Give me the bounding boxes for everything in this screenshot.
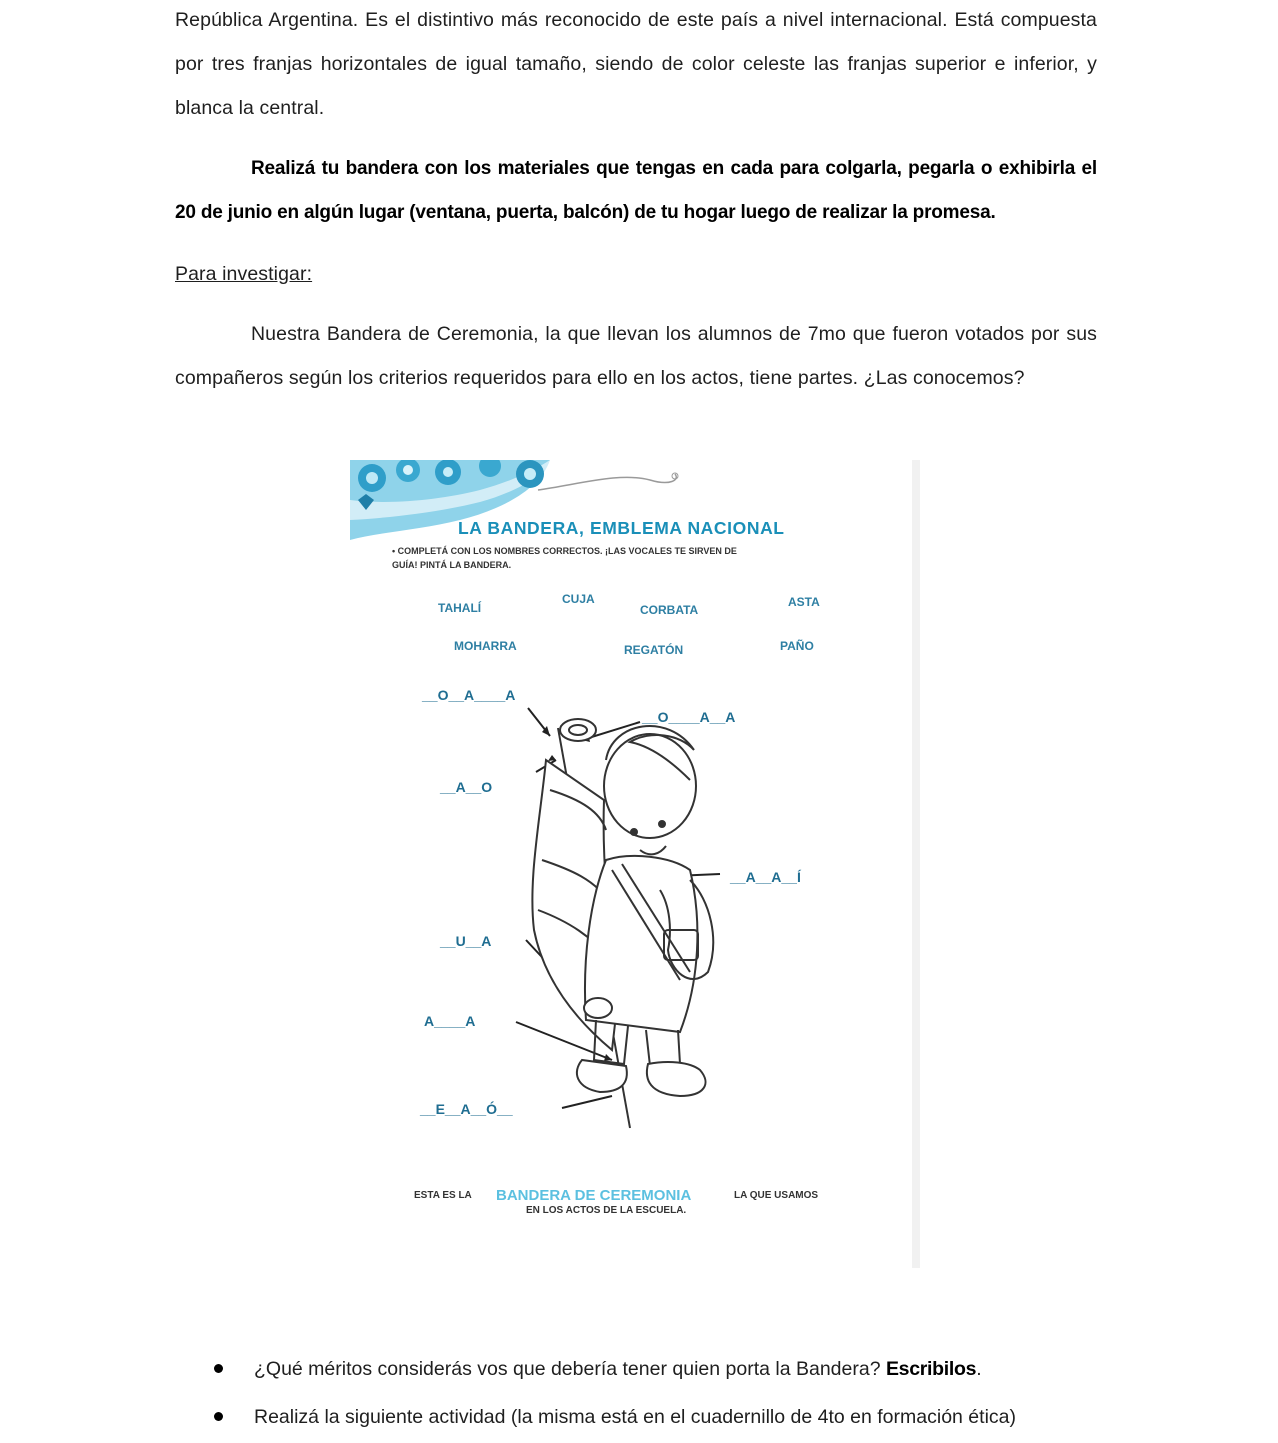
footer-suffix: LA QUE USAMOS xyxy=(734,1190,819,1201)
word-cuja: CUJA xyxy=(562,592,595,606)
intro-paragraph: República Argentina. Es el distintivo más reconocido de este país a nivel internacional. Está compuesta por tres franjas horizontales de igual tamaño, siendo de color celeste las franjas superior e inferior, y blanca la central. xyxy=(175,9,1097,119)
bullet-text: Realizá la siguiente actividad (la misma está en el cuadernillo de 4to en formación ética) xyxy=(254,1406,1016,1428)
word-pano: PAÑO xyxy=(780,639,814,653)
flag-parts-worksheet xyxy=(350,460,920,1268)
word-regaton: REGATÓN xyxy=(624,643,684,657)
worksheet-instruction-2: GUÍA! PINTÁ LA BANDERA. xyxy=(392,560,512,570)
footer-highlight: BANDERA DE CEREMONIA xyxy=(496,1187,692,1204)
word-moharra: MOHARRA xyxy=(454,639,517,653)
list-item xyxy=(212,1345,1112,1393)
blank-asta: A____A xyxy=(424,1013,476,1029)
blank-cuja: __U__A xyxy=(440,933,492,949)
task-paragraph: Realizá tu bandera con los materiales que tengas en cada para colgarla, pegarla o exhibirla el 20 de junio en algún lugar (ventana, puerta, balcón) de tu hogar luego de realizar la promesa. xyxy=(175,158,1097,223)
bullet-suffix: . xyxy=(976,1358,982,1380)
worksheet-instruction-1: • COMPLETÁ CON LOS NOMBRES CORRECTOS. ¡LAS VOCALES TE SIRVEN DE xyxy=(392,546,737,556)
bullet-emphasis: Escribilos xyxy=(885,1358,977,1380)
question-list xyxy=(212,1345,1112,1441)
blank-tahali: __A__A__Í xyxy=(730,869,801,885)
worksheet-title: LA BANDERA, EMBLEMA NACIONAL xyxy=(458,518,785,538)
ceremony-paragraph: Nuestra Bandera de Ceremonia, la que llevan los alumnos de 7mo que fueron votados por sus compañeros según los criterios requeridos para ello en los actos, tiene partes. ¿Las conocemos? xyxy=(175,323,1097,389)
bullet-dot xyxy=(214,1412,223,1421)
blank-regaton: __E__A__Ó__ xyxy=(420,1101,513,1117)
footer-prefix: ESTA ES LA xyxy=(414,1190,472,1201)
bullet-dot xyxy=(214,1364,223,1373)
word-asta: ASTA xyxy=(788,595,820,609)
list-item xyxy=(212,1393,1112,1441)
blank-pano: __A__O xyxy=(440,779,493,795)
blank-corbata: __O____A__A xyxy=(642,709,736,725)
page-edge xyxy=(912,460,920,1268)
investigate-heading: Para investigar: xyxy=(175,263,313,285)
bullet-text: ¿Qué méritos considerás vos que debería tener quien porta la Bandera? xyxy=(254,1358,886,1380)
word-corbata: CORBATA xyxy=(640,603,699,617)
word-tahali: TAHALÍ xyxy=(438,601,482,615)
blank-moharra: __O__A____A xyxy=(422,687,516,703)
footer-line-2: EN LOS ACTOS DE LA ESCUELA. xyxy=(526,1205,687,1216)
